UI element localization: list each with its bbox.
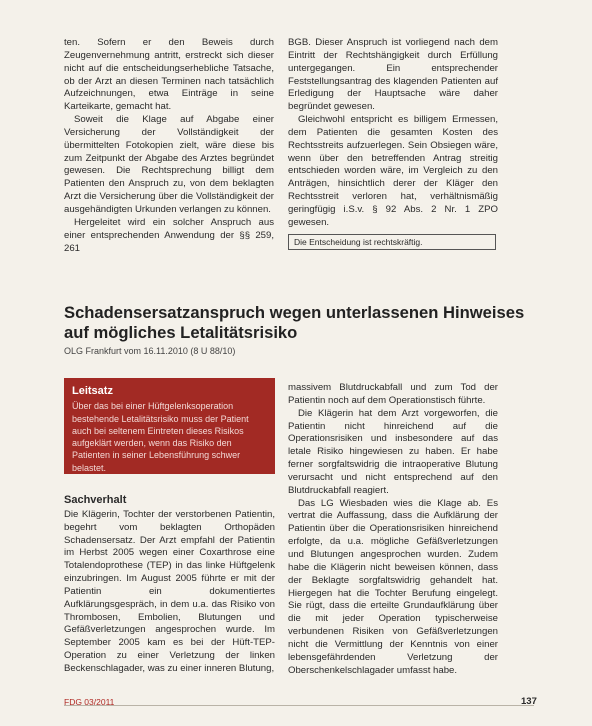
journal-issue: FDG 03/2011 xyxy=(64,697,115,707)
article-title: Schadensersatzanspruch wegen unterlassenen Hinweises auf mögliches Letalitätsrisiko xyxy=(64,303,525,342)
bottom-right-column xyxy=(288,382,498,677)
article-header xyxy=(64,303,534,356)
paragraph: Die Klägerin, Tochter der verstorbenen Patientin, begehrt vom beklagten Orthopäden Schadensersatz. Der Arzt empfahl der Patientin im Herbst 2005 wegen einer Coxarthrose eine Totalendoprothese (TEP) in das linke Hüftgelenk einzubringen. Im August 2005 führte er mit der Patientin ein dokumentiertes Aufklärungsgespräch, in dem u.a. das Risiko von Thrombosen, Embolien, Blutungen und Gefäßverletzungen angesprochen wurde. Im September 2005 kam es bei der Hüft-TEP-Operation zu einer Verletzung der linken Beckenschlagader, was zu einer inneren Blutung, xyxy=(64,508,275,674)
sachverhalt-heading: Sachverhalt xyxy=(64,494,127,506)
paragraph: ten. Sofern er den Beweis durch Zeugenvernehmung antritt, erstreckt sich dieser nicht auf die entscheidungserhebliche Tatsache, ob der Arzt an diesen Terminen nach tatsächlich Aufzeichnungen, etwa Einträge in seine Karteikarte, gemacht hat. xyxy=(64,37,274,113)
paragraph: Die Klägerin hat dem Arzt vorgeworfen, die Patientin nicht hinreichend auf die Operationsrisiken und insbesondere auf das letale Risiko hingewiesen zu haben. Er habe ferner sorgfaltswidrig die intraoperative Blutung verursacht und nicht entsprechend auf den Blutdruckabfall reagiert. xyxy=(288,407,498,496)
leitsatz-text: Über das bei einer Hüftgelenksoperation bestehende Letalitätsrisiko muss der Patient auch bei seltenem Eintreten dieses Risikos aufgeklärt werden, wenn das Risiko den Patienten in seiner Lebensführung schwer belastet. xyxy=(72,401,249,473)
paragraph: Soweit die Klage auf Abgabe einer Versicherung der Vollständigkeit der übermittelten Fotokopien zielt, wäre diese bis zum Zeitpunkt der Abgabe des Arztes begründet gewesen. Die Rechtsprechung billigt dem Patienten den Anspruch zu, von dem beklagten Arzt die Versicherung über die Vollständigkeit der ausgehändigten Urkunden verlangen zu können. xyxy=(64,114,274,215)
leitsatz-box xyxy=(64,378,275,474)
page-number: 137 xyxy=(521,696,537,707)
court-reference: OLG Frankfurt vom 16.11.2010 (8 U 88/10) xyxy=(64,346,236,356)
paragraph: Hergeleitet wird ein solcher Anspruch aus einer entsprechenden Anwendung der §§ 259, 261 xyxy=(64,216,274,254)
paragraph: Das LG Wiesbaden wies die Klage ab. Es vertrat die Auffassung, dass die Aufklärung der Patientin über die Operationsrisiken hinreichend erfolgte, da u.a. mögliche Gefäßverletzungen und Blutungen angesprochen wurden. Zudem habe die Klägerin nicht beweisen können, dass der Beklagte sorgfaltswidrig gehandelt hat. Hiergegen hat die Tochter Berufung eingelegt. Sie rügt, dass die erteilte Grundaufklärung über die mit jeder Operation typischerweise verbundenen Risiken von Gefäßverletzungen nicht die Vermittlung der Kenntnis von einer lebensgefährdenden Verletzung der Oberschenkelschlagader umfasst habe. xyxy=(288,497,498,676)
top-right-column xyxy=(288,37,498,250)
paragraph: massivem Blutdruckabfall und zum Tod der Patientin noch auf dem Operationstisch führte. xyxy=(288,382,498,406)
legal-force-note: Die Entscheidung ist rechtskräftig. xyxy=(288,234,496,250)
sachverhalt-section xyxy=(64,494,275,676)
top-left-column xyxy=(64,37,274,255)
leitsatz-heading: Leitsatz xyxy=(72,385,113,397)
paragraph: BGB. Dieser Anspruch ist vorliegend nach dem Eintritt der Rechtshängigkeit durch Erfüllung untergegangen. Ein entsprechender Feststellungsantrag des klagenden Patienten auf Erledigung der Hauptsache wäre daher begründet gewesen. xyxy=(288,37,498,113)
footer-divider xyxy=(64,705,534,706)
paragraph: Gleichwohl entspricht es billigem Ermessen, dem Patienten die gesamten Kosten des Rechtsstreits aufzuerlegen. Sein Obsiegen wäre, wenn über den betreffenden Antrag streitig entschieden worden wäre, im Vergleich zu den Anträgen, hinsichtlich derer der Kläger den Rechtsstreit verloren hat, verhältnismäßig geringfügig i.S.v. § 92 Abs. 2 Nr. 1 ZPO gewesen. xyxy=(288,114,498,228)
